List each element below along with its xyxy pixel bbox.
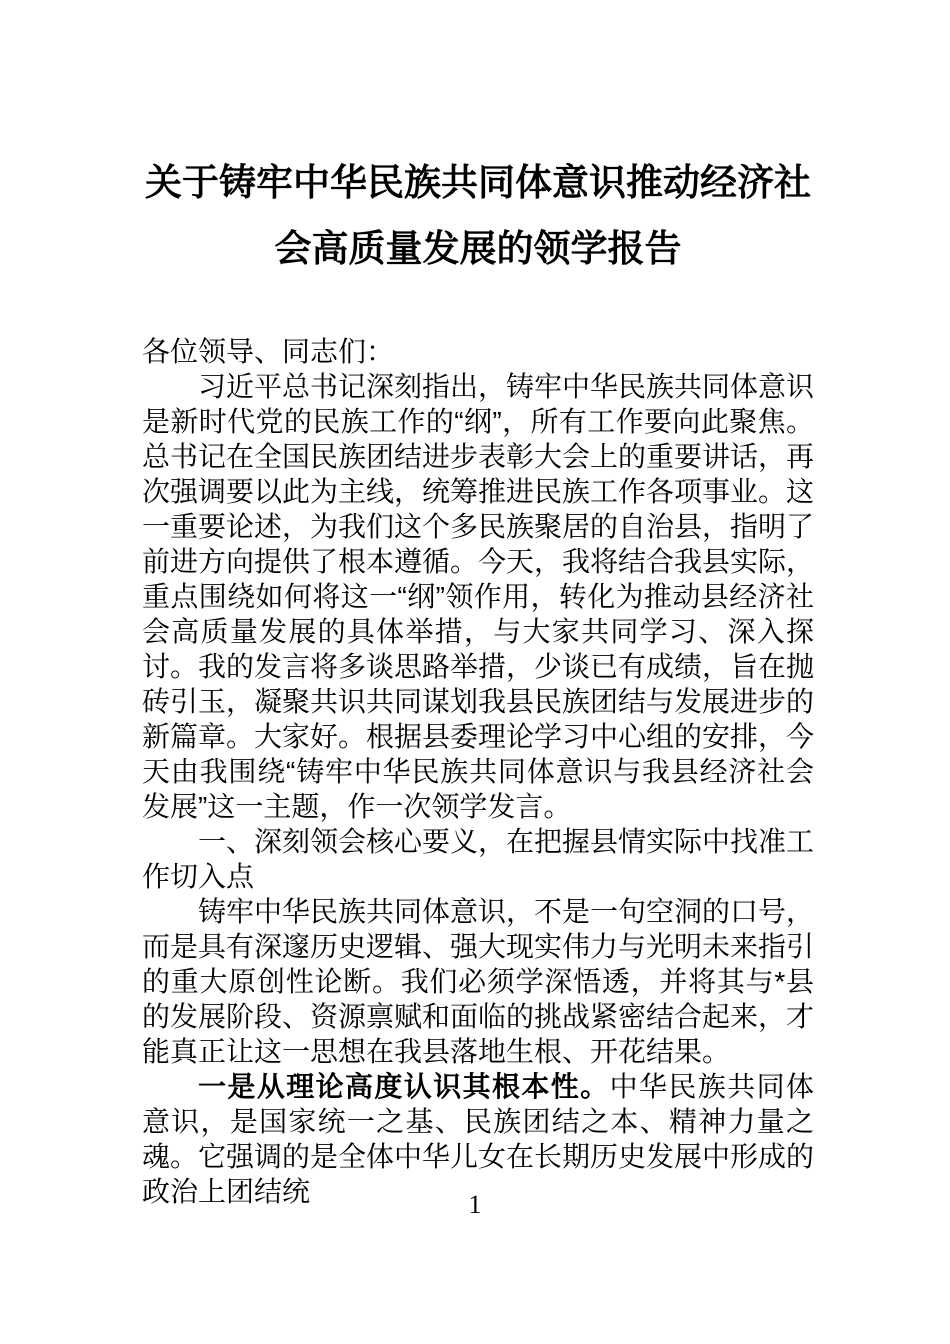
- document-body: [142, 334, 814, 1209]
- section-heading-1: 一、深刻领会核心要义，在把握县情实际中找准工作切入点: [142, 826, 815, 892]
- paragraph-point-one: [142, 1069, 814, 1209]
- document-title: 关于铸牢中华民族共同体意识推动经济社会高质量发展的领学报告: [145, 162, 811, 269]
- salutation: 各位领导、同志们：: [142, 336, 395, 367]
- paragraph-core-meaning: 铸牢中华民族共同体意识，不是一句空洞的口号，而是具有深邃历史逻辑、强大现实伟力与光明未来指引的重大原创性论断。我们必须学深悟透，并将其与*县的发展阶段、资源禀赋和面临的挑战紧密结合起来，才能真正让这一思想在我县落地生根、开花结果。: [142, 896, 815, 1067]
- paragraph-point-one-text: 中华民族共同体意识，是国家统一之基、民族团结之本、精神力量之魂。它强调的是全体中华儿女在长期历史发展中形成的政治上团结统: [142, 1071, 815, 1207]
- page-number: 1: [468, 1190, 482, 1219]
- paragraph-intro: 习近平总书记深刻指出，铸牢中华民族共同体意识是新时代党的民族工作的“纲”，所有工作要向此聚焦。总书记在全国民族团结进步表彰大会上的重要讲话，再次强调要以此为主线，统筹推进民族工作各项事业。这一重要论述，为我们这个多民族聚居的自治县，指明了前进方向提供了根本遵循。今天，我将结合我县实际，重点围绕如何将这一“纲”领作用，转化为推动县经济社会高质量发展的具体举措，与大家共同学习、深入探讨。我的发言将多谈思路举措，少谈已有成绩，旨在抛砖引玉，凝聚共识共同谋划我县民族团结与发展进步的新篇章。大家好。根据县委理论学习中心组的安排，今天由我围绕“铸牢中华民族共同体意识与我县经济社会发展”这一主题，作一次领学发言。: [142, 371, 815, 822]
- paragraph-point-one-bold-lead: 一是从理论高度认识其根本性。: [198, 1071, 610, 1102]
